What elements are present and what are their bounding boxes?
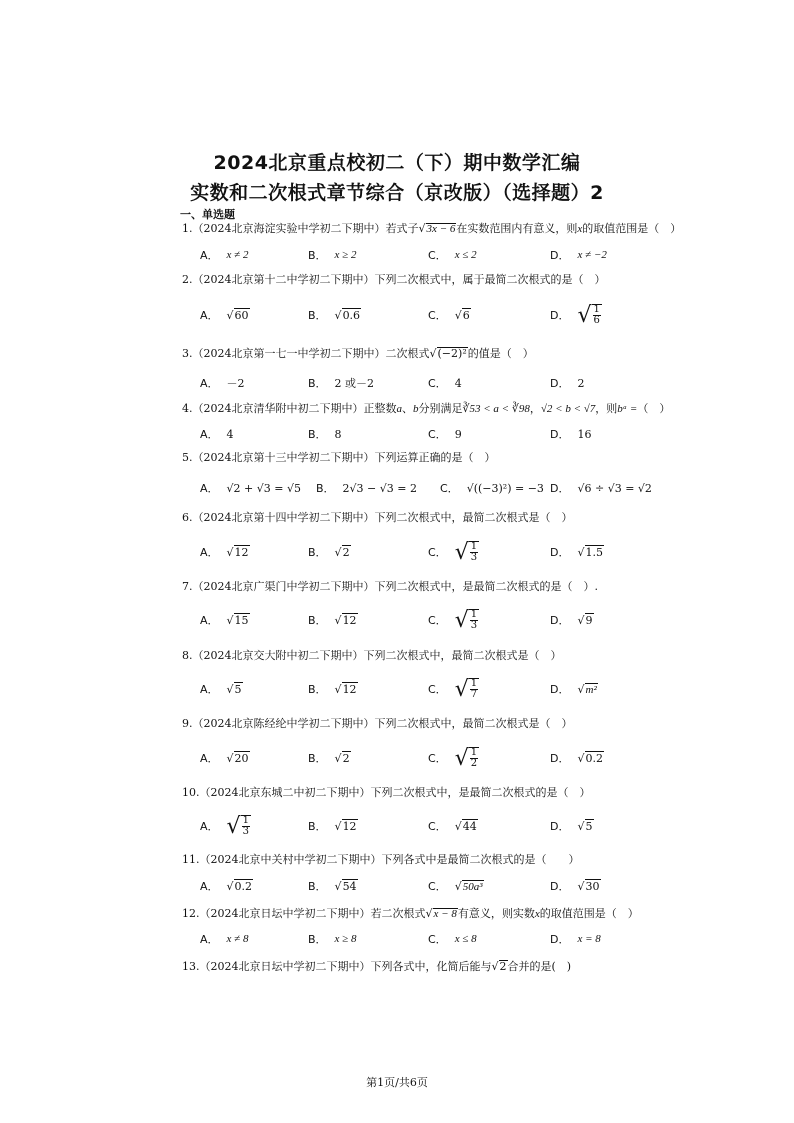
options-3 — [200, 373, 760, 393]
option-b[interactable]: B． √ 12 — [308, 613, 357, 627]
option-b[interactable]: B． √ 2 — [308, 545, 350, 559]
option-b[interactable]: B． 2 或－2 — [308, 377, 375, 390]
doc-title-line1: 2024北京重点校初二（下）期中数学汇编 — [213, 152, 581, 174]
option-b[interactable]: B． √ 54 — [308, 879, 357, 893]
option-d[interactable]: D． √ 1.5 — [550, 545, 603, 559]
option-d[interactable]: D． 2 — [550, 376, 585, 390]
option-d[interactable]: D． √ 5 — [550, 819, 593, 833]
question-5: 5.（2024北京第十三中学初二下期中）下列运算正确的是（ ） — [182, 451, 496, 464]
option-c[interactable]: C． √ 44 — [428, 819, 477, 833]
question-7: 7.（2024北京广渠门中学初二下期中）下列二次根式中，是最简二次根式的是（ ）. — [182, 580, 598, 593]
option-b[interactable]: B． √ 12 — [308, 682, 357, 696]
option-b[interactable]: B． √ 2 — [308, 751, 350, 765]
option-d[interactable]: D． √ 0.2 — [550, 751, 603, 765]
option-d[interactable]: D． √ 1 6 — [550, 302, 600, 328]
option-c[interactable]: C． √ 50a³ — [428, 879, 483, 893]
option-c[interactable]: C． x ≤ 2 — [428, 249, 477, 262]
option-a[interactable]: A． √ 12 — [200, 545, 249, 559]
option-b[interactable]: B． √ 12 — [308, 819, 357, 833]
option-a[interactable]: A． √ 60 — [200, 308, 249, 322]
option-c[interactable]: C． √ 1 7 — [428, 676, 478, 702]
option-a[interactable]: A． √2 + √3 = √5 — [200, 481, 301, 495]
options-4 — [200, 424, 760, 444]
option-a[interactable]: A． √ 20 — [200, 751, 249, 765]
option-c[interactable]: C． x ≤ 8 — [428, 933, 477, 946]
options-1 — [200, 245, 760, 265]
question-2: 2.（2024北京第十二中学初二下期中）下列二次根式中，属于最简二次根式的是（ ） — [182, 273, 606, 286]
options-12 — [200, 929, 760, 949]
option-a[interactable]: A． √ 5 — [200, 682, 242, 696]
option-c[interactable]: C． √ 1 3 — [428, 607, 478, 633]
section-heading: 一、单选题 — [180, 208, 235, 221]
options-8 — [200, 677, 760, 701]
options-10 — [200, 814, 760, 838]
option-a[interactable]: A． 4 — [200, 427, 234, 441]
option-d[interactable]: D． √ 30 — [550, 879, 600, 893]
question-10: 10.（2024北京东城二中初二下期中）下列二次根式中，是最简二次根式的是（ ） — [182, 786, 591, 799]
option-a[interactable]: A． －2 — [200, 377, 245, 390]
option-a[interactable]: A． x ≠ 8 — [200, 933, 249, 946]
option-c[interactable]: C． √((−3)²) = −3 — [440, 481, 544, 495]
options-11 — [200, 876, 760, 896]
option-c[interactable]: C． √ 6 — [428, 308, 470, 322]
question-4: 4.（2024北京清华附中初二下期中）正整数a、b分别满足∛53 < a < ∛98，√2 < b < √7，则bᵃ =（ ） — [182, 402, 671, 415]
option-d[interactable]: D． x ≠ −2 — [550, 249, 607, 262]
option-b[interactable]: B． √ 0.6 — [308, 308, 361, 322]
option-a[interactable]: A． x ≠ 2 — [200, 249, 249, 262]
option-b[interactable]: B． 2√3 − √3 = 2 — [316, 481, 417, 495]
option-c[interactable]: C． √ 1 3 — [428, 539, 478, 565]
options-2 — [200, 303, 760, 327]
option-b[interactable]: B． x ≥ 2 — [308, 249, 357, 262]
options-6 — [200, 540, 760, 564]
question-8: 8.（2024北京交大附中初二下期中）下列二次根式中，最简二次根式是（ ） — [182, 649, 562, 662]
question-3: 3.（2024北京第一七一中学初二下期中）二次根式√(−2)²的值是（ ） — [182, 347, 534, 360]
option-d[interactable]: D． √6 ÷ √3 = √2 — [550, 481, 652, 495]
option-a[interactable]: A． √ 15 — [200, 613, 249, 627]
question-12: 12.（2024北京日坛中学初二下期中）若二次根式√x − 8有意义，则实数x的取值范围是（ ） — [182, 907, 639, 920]
option-d[interactable]: D． 16 — [550, 427, 592, 441]
options-5 — [200, 478, 760, 498]
option-a[interactable]: A． √ 1 3 — [200, 813, 249, 839]
option-d[interactable]: D． √ 9 — [550, 613, 593, 627]
question-13: 13.（2024北京日坛中学初二下期中）下列各式中，化简后能与√2合并的是( ) — [182, 960, 572, 973]
option-d[interactable]: D． √ m² — [550, 682, 597, 696]
option-b[interactable]: B． 8 — [308, 427, 342, 441]
option-c[interactable]: C． 4 — [428, 376, 462, 390]
question-11: 11.（2024北京中关村中学初二下期中）下列各式中是最简二次根式的是（ ） — [182, 853, 580, 866]
question-9: 9.（2024北京陈经纶中学初二下期中）下列二次根式中，最简二次根式是（ ） — [182, 717, 573, 730]
options-7 — [200, 608, 760, 632]
option-d[interactable]: D． x = 8 — [550, 933, 601, 946]
option-a[interactable]: A． √ 0.2 — [200, 879, 253, 893]
question-1: 1.（2024北京海淀实验中学初二下期中）若式子√3x − 6在实数范围内有意义，则x的取值范围是（ ） — [182, 222, 682, 235]
question-6: 6.（2024北京第十四中学初二下期中）下列二次根式中，最简二次根式是（ ） — [182, 511, 573, 524]
option-c[interactable]: C． 9 — [428, 427, 462, 441]
options-9 — [200, 746, 760, 770]
page-footer: 第1页/共6页 — [366, 1076, 428, 1089]
option-c[interactable]: C． √ 1 2 — [428, 745, 478, 771]
option-b[interactable]: B． x ≥ 8 — [308, 933, 357, 946]
doc-title-line2: 实数和二次根式章节综合（京改版）（选择题）2 — [190, 182, 604, 204]
